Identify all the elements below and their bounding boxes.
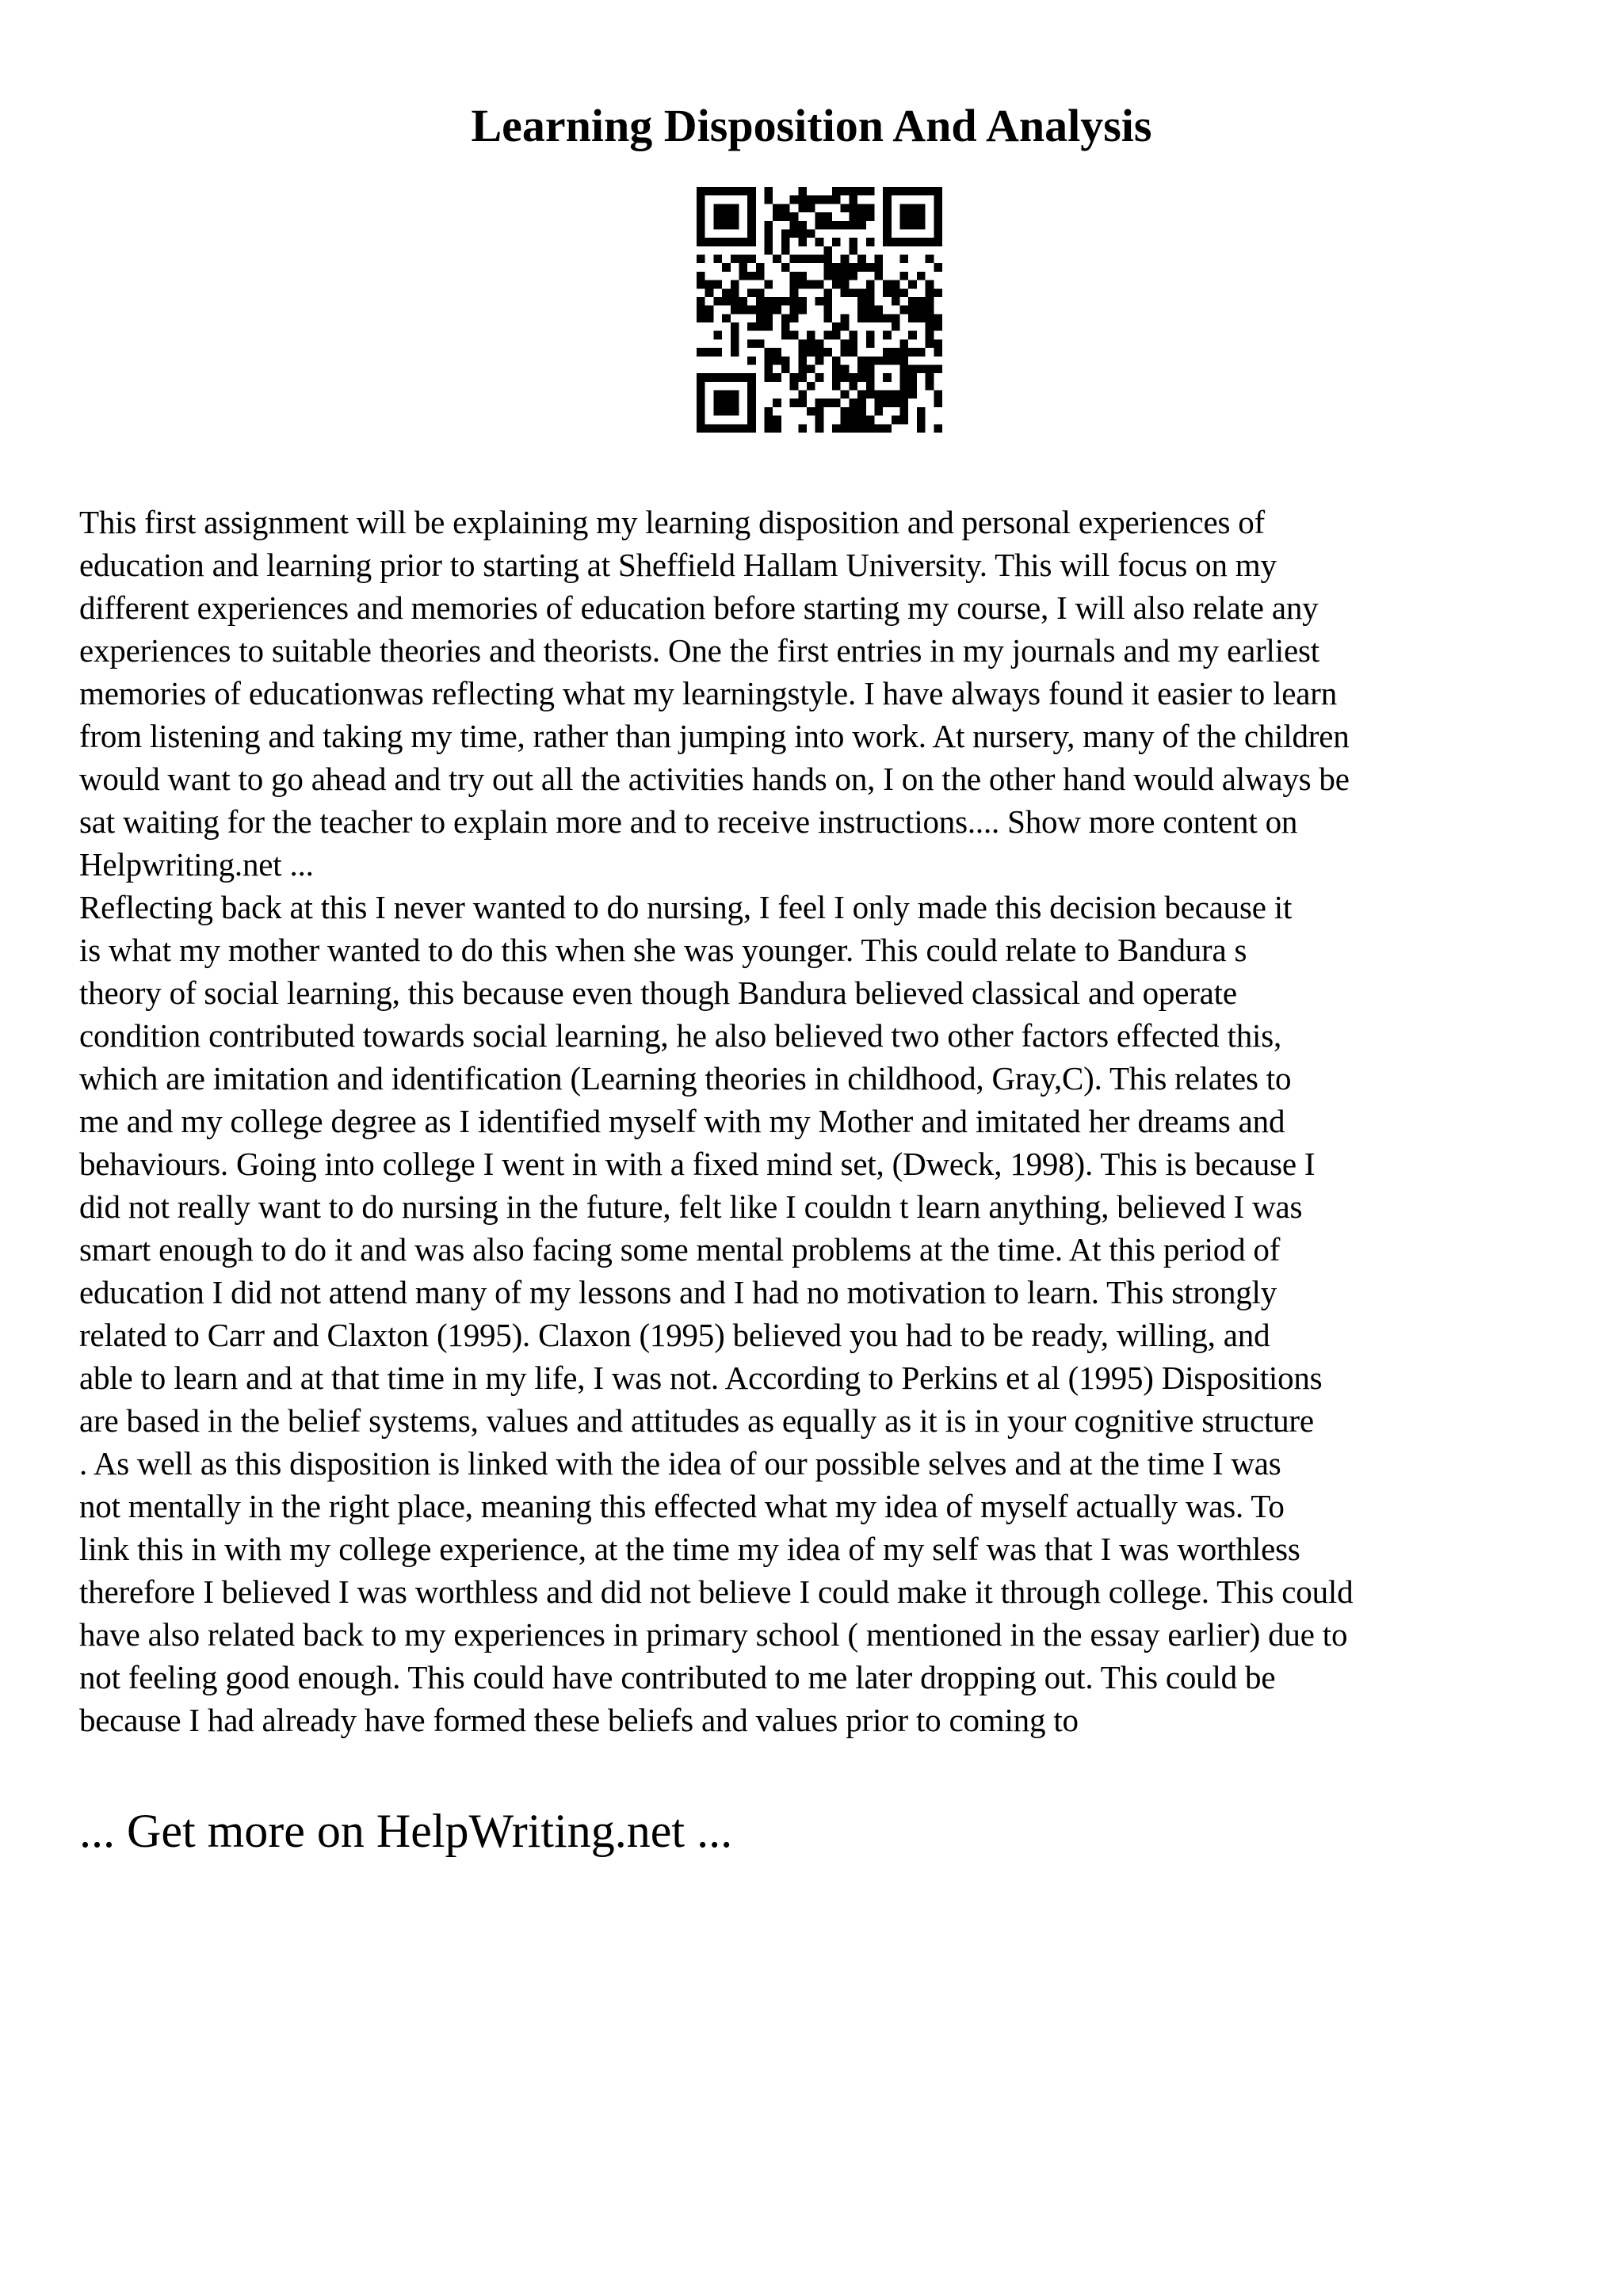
text-line: therefore I believed I was worthless and did not believe I could make it through college. This could <box>79 1573 1354 1610</box>
text-line: able to learn and at that time in my life, I was not. According to Perkins et al (1995) Dispositions <box>79 1360 1323 1396</box>
text-line: different experiences and memories of education before starting my course, I will also relate any <box>79 589 1319 626</box>
text-line: not mentally in the right place, meaning this effected what my idea of myself actually was. To <box>79 1488 1285 1524</box>
text-line: condition contributed towards social learning, he also believed two other factors effected this, <box>79 1017 1282 1054</box>
text-line: Helpwriting.net ... <box>79 846 314 883</box>
text-line: would want to go ahead and try out all the activities hands on, I on the other hand would always be <box>79 761 1350 797</box>
document-title: Learning Disposition And Analysis <box>471 100 1152 151</box>
text-line: behaviours. Going into college I went in with a fixed mind set, (Dweck, 1998). This is because I <box>79 1146 1316 1182</box>
body-text <box>79 501 1553 1741</box>
text-line: because I had already have formed these beliefs and values prior to coming to <box>79 1702 1079 1738</box>
text-line: Reflecting back at this I never wanted to do nursing, I feel I only made this decision because it <box>79 889 1293 925</box>
text-line: sat waiting for the teacher to explain more and to receive instructions.... Show more content on <box>79 803 1298 840</box>
text-line: did not really want to do nursing in the future, felt like I couldn t learn anything, believed I was <box>79 1188 1303 1225</box>
text-line: link this in with my college experience, at the time my idea of my self was that I was worthless <box>79 1531 1300 1567</box>
text-line: . As well as this disposition is linked with the idea of our possible selves and at the time I was <box>79 1445 1281 1482</box>
text-line: smart enough to do it and was also facing some mental problems at the time. At this period of <box>79 1231 1281 1268</box>
text-line: have also related back to my experiences in primary school ( mentioned in the essay earlier) due to <box>79 1616 1348 1653</box>
text-line: not feeling good enough. This could have contributed to me later dropping out. This could be <box>79 1659 1276 1695</box>
text-line: from listening and taking my time, rather than jumping into work. At nursery, many of the children <box>79 718 1350 754</box>
text-line: education and learning prior to starting at Sheffield Hallam University. This will focus on my <box>79 547 1277 583</box>
text-line: related to Carr and Claxton (1995). Claxon (1995) believed you had to be ready, willing, and <box>79 1317 1270 1353</box>
text-line: me and my college degree as I identified myself with my Mother and imitated her dreams and <box>79 1103 1285 1139</box>
text-line: is what my mother wanted to do this when she was younger. This could relate to Bandura s <box>79 932 1247 968</box>
text-line: which are imitation and identification (Learning theories in childhood, Gray,C). This relates to <box>79 1060 1292 1097</box>
text-line: This first assignment will be explaining my learning disposition and personal experiences of <box>79 504 1265 540</box>
get-more-link[interactable]: ... Get more on HelpWriting.net ... <box>79 1805 733 1857</box>
text-line: theory of social learning, this because even though Bandura believed classical and operate <box>79 974 1237 1011</box>
text-line: memories of educationwas reflecting what my learningstyle. I have always found it easier to learn <box>79 675 1338 711</box>
text-line: experiences to suitable theories and theorists. One the first entries in my journals and my earliest <box>79 632 1319 669</box>
text-line: education I did not attend many of my lessons and I had no motivation to learn. This strongly <box>79 1274 1277 1310</box>
qr-code-icon <box>697 187 942 433</box>
text-line: are based in the belief systems, values and attitudes as equally as it is in your cognitive structure <box>79 1402 1314 1439</box>
